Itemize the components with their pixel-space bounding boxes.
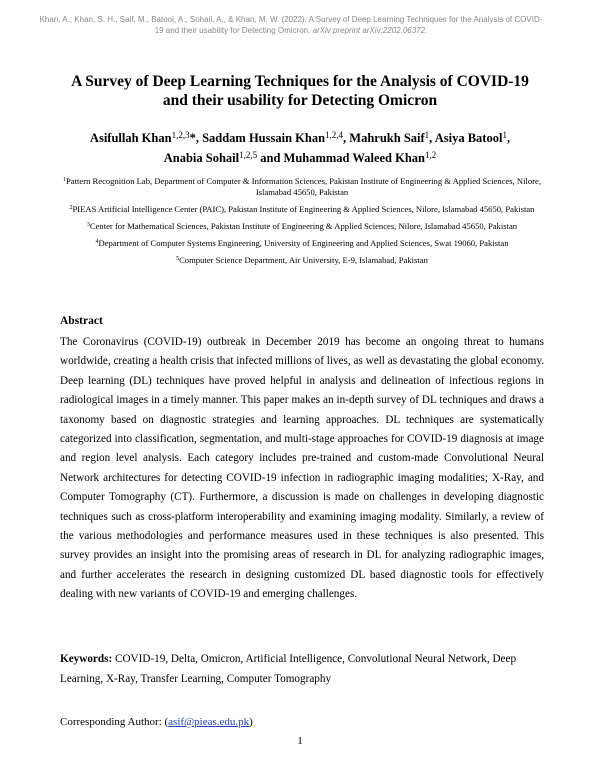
affiliation-text: Computer Science Department, Air University, E-9, Islamabad, Pakistan (179, 255, 428, 265)
keywords-text: COVID-19, Delta, Omicron, Artificial Intelligence, Convolutional Neural Network, Deep Learning, X-Ray, Transfer Learning, Computer Tomography (60, 653, 517, 685)
author-list (40, 128, 560, 168)
author-line-2 (40, 148, 560, 168)
corresponding-author (60, 716, 253, 728)
affiliation-marker: 5 (176, 256, 180, 262)
author-name: Asifullah Khan (89, 131, 172, 145)
affiliation-item (50, 221, 554, 232)
page-number: 1 (297, 735, 303, 747)
abstract-body: The Coronavirus (COVID-19) outbreak in December 2019 has become an ongoing threat to humans worldwide, creating a health crisis that infected millions of lives, as well as devastating the global economy. Deep learning (DL) techniques have proved helpful in analysis and delineation of infectious regions in radiological images in a timely manner. This paper makes an in-depth survey of DL techniques and draws a taxonomy based on diagnostic strategies and learning approaches. DL techniques are systematically categorized into classification, segmentation, and multi-stage approaches for COVID-19 diagnosis at image and region level analysis. Each category includes pre-trained and custom-made Convolutional Neural Network architectures for detecting COVID-19 infection in radiographic imaging modalities; X-Ray, and Computer Tomography (CT). Furthermore, a discussion is made on challenges in developing diagnostic techniques such as cross-platform interoperability and examining imaging modality. Similarly, a review of the various methodologies and performance measures used in these techniques is also presented. This survey provides an insight into the promising areas of research in DL for analyzing radiographic images, and further accelerates the research in designing customized DL based diagnostic tools for effectively dealing with new variants of COVID-19 and emerging challenges. (60, 336, 544, 601)
paper-title (40, 72, 560, 110)
title-line-2: and their usability for Detecting Omicron (162, 92, 438, 109)
affiliation-text: Pattern Recognition Lab, Department of Computer & Information Sciences, Pakistan Institute of Engineering & Applied Sciences, Nilore, Islamabad 45650, Pakistan (66, 176, 541, 197)
author-name: Asiya Batool (434, 131, 503, 145)
author-name: Anabia Sohail (163, 151, 240, 165)
citation-header (20, 14, 562, 36)
citation-line-2-italic: arXiv preprint arXiv:2202.06372. (312, 26, 428, 35)
affiliation-list (50, 176, 554, 272)
citation-line-2-plain: 19 and their usability for Detecting Omicron. (154, 26, 311, 35)
author-affiliation-marker: 1,2,5 (239, 150, 258, 160)
affiliation-marker: 2 (69, 205, 73, 211)
citation-line-2 (20, 25, 562, 36)
author-affiliation-marker: 1,2,3 (171, 130, 190, 140)
affiliation-text: Center for Mathematical Sciences, Pakistan Institute of Engineering & Applied Sciences, Nilore, Islamabad 45650, Pakistan (89, 221, 518, 231)
author-separator: *, (189, 131, 203, 145)
affiliation-marker: 1 (63, 177, 67, 183)
author-name: Mahrukh Saif (349, 131, 425, 145)
corresponding-author-email-link[interactable]: asif@pieas.edu.pk (168, 716, 250, 728)
title-line-1: A Survey of Deep Learning Techniques for the Analysis of COVID-19 (71, 73, 529, 90)
author-name: Muhammad Waleed Khan (283, 151, 425, 165)
keywords (60, 649, 544, 689)
author-affiliation-marker: 1,2 (425, 150, 437, 160)
author-line-1 (40, 128, 560, 148)
author-separator: and (257, 151, 284, 165)
author-separator: , (343, 131, 350, 145)
affiliation-text: PIEAS Artificial Intelligence Center (PAIC), Pakistan Institute of Engineering & Applied Sciences, Nilore, Islamabad 45650, Pakistan (72, 204, 535, 214)
author-affiliation-marker: 1 (502, 130, 507, 140)
email-open-paren: ( (164, 716, 169, 728)
abstract-heading: Abstract (60, 315, 103, 327)
author-affiliation-marker: 1,2,4 (325, 130, 344, 140)
author-separator: , (506, 131, 511, 145)
author-affiliation-marker: 1 (424, 130, 430, 140)
author-name: Saddam Hussain Khan (202, 131, 326, 145)
affiliation-text: Department of Computer Systems Engineering, University of Engineering and Applied Sciences, Swat 19060, Pakistan (98, 238, 509, 248)
affiliation-marker: 4 (95, 239, 99, 245)
keywords-label: Keywords: (60, 653, 113, 665)
citation-line-1: Khan, A., Khan, S. H., Saif, M., Batool, A., Sohail, A., & Khan, M. W. (2022). A Survey of Deep Learning Techniques for the Analysis of COVID- (39, 15, 543, 24)
author-separator: , (429, 131, 435, 145)
affiliation-item (50, 255, 554, 266)
email-close-paren: ) (249, 716, 253, 728)
affiliation-item (50, 238, 554, 249)
affiliation-item (50, 176, 554, 198)
affiliation-item (50, 204, 554, 215)
corresponding-author-label: Corresponding Author: (60, 716, 165, 728)
affiliation-marker: 3 (86, 222, 90, 228)
